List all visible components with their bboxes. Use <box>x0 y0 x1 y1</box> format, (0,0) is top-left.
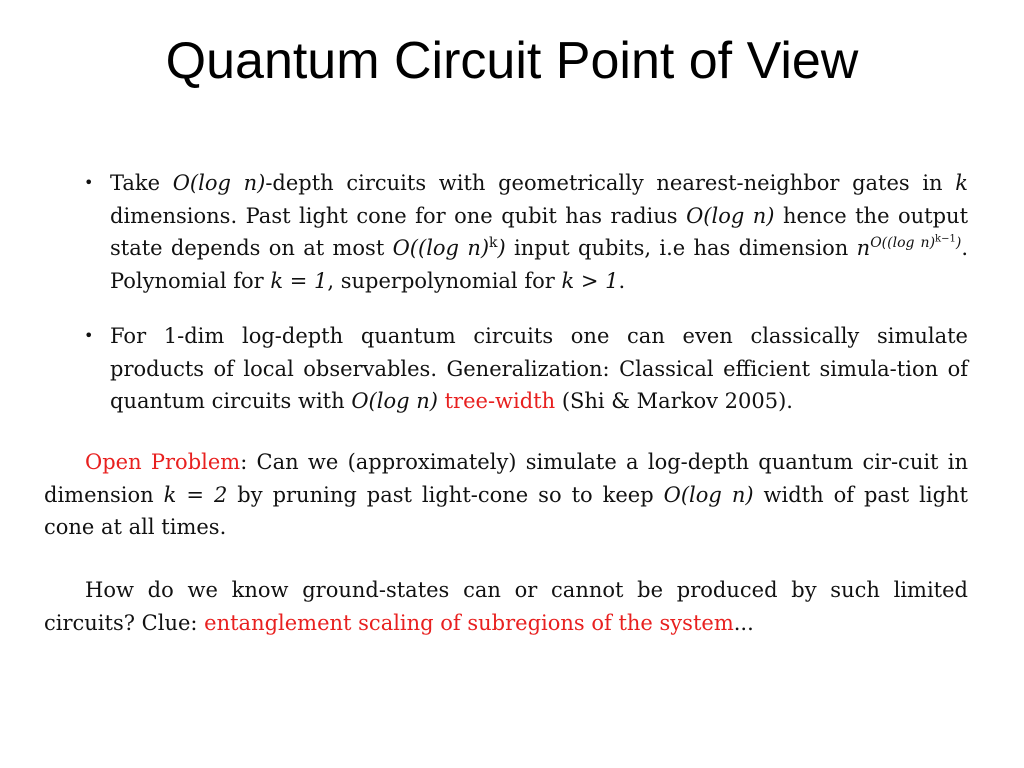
tree-width-link[interactable]: tree-width <box>444 389 556 413</box>
text: . <box>618 268 626 293</box>
text: , superpolynomial for <box>327 268 562 293</box>
bullet-log-depth-circuits <box>84 167 969 297</box>
math-superscript-exponent: k−1 <box>935 233 956 245</box>
text: . Polynomial for <box>110 236 968 293</box>
math-superscript-close: ) <box>955 235 962 251</box>
text: (Shi & Markov 2005). <box>555 389 793 413</box>
text: ... <box>733 610 754 635</box>
math: k > 1 <box>561 268 619 293</box>
math: O(log n) <box>351 389 438 413</box>
math-superscript: k <box>489 235 498 251</box>
text: by pruning past light-cone so to keep <box>227 482 664 507</box>
text: width of past light cone at all times. <box>44 482 968 539</box>
text: : Can we (approximately) simulate a log-depth quantum cir-cuit in dimension <box>44 450 968 507</box>
text: How do we know ground-states can or cannot be produced by such limited circuits? Clue: <box>44 578 968 635</box>
text: dimensions. Past light cone for one qubit has radius <box>110 203 687 228</box>
math: O((log n) <box>392 236 490 260</box>
math: k = 2 <box>163 482 228 507</box>
math: n <box>856 236 871 260</box>
open-problem-label: Open Problem <box>85 450 241 474</box>
text: hence the output state depends on at most <box>110 203 969 260</box>
math: O(log n) <box>172 171 266 195</box>
math: k = 1 <box>270 268 328 293</box>
text: Take <box>110 171 173 195</box>
bullet-dot-icon: • <box>84 326 94 345</box>
math: ) <box>497 236 506 260</box>
math: O(log n) <box>663 482 754 507</box>
math-superscript <box>870 235 961 251</box>
math: k <box>955 171 968 195</box>
ground-states-paragraph <box>44 574 968 639</box>
bullet-dot-icon: • <box>84 173 94 192</box>
entanglement-scaling-link[interactable]: entanglement scaling of subregions of the system <box>204 610 734 635</box>
text: input qubits, i.e has dimension <box>505 236 857 260</box>
text: For 1-dim log-depth quantum circuits one can even classically simulate products of local observables. Generalization: Classical efficient simula-tion of quantum circuits with <box>110 324 968 413</box>
slide-title: Quantum Circuit Point of View <box>165 32 859 90</box>
math: O(log n) <box>686 203 775 228</box>
text: -depth circuits with geometrically nearest-neighbor gates in <box>265 171 956 195</box>
bullet-1dim-simulation <box>84 320 968 418</box>
math-superscript-base: O((log n) <box>870 235 936 251</box>
open-problem-paragraph <box>44 446 968 544</box>
